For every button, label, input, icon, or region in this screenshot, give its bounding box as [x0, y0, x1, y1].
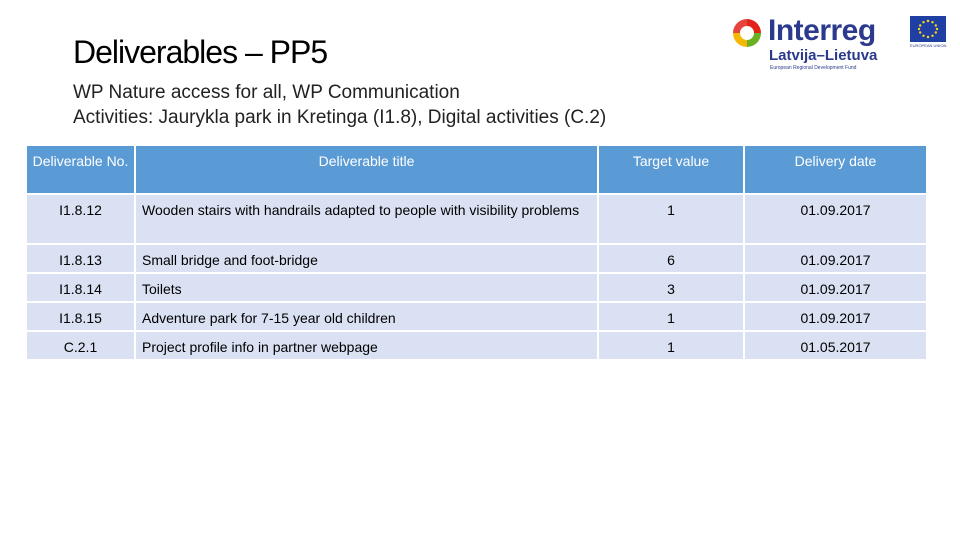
cell-delivery-date: 01.09.2017 — [744, 194, 927, 244]
deliverables-table — [25, 144, 928, 361]
table-row — [26, 273, 927, 302]
eu-caption: EUROPEAN UNION — [910, 43, 947, 48]
cell-deliverable-title: Wooden stairs with handrails adapted to people with visibility problems — [135, 194, 598, 244]
cell-deliverable-title: Toilets — [135, 273, 598, 302]
slide-subtitle — [73, 80, 606, 130]
subtitle-line-2: Activities: Jaurykla park in Kretinga (I1.8), Digital activities (C.2) — [73, 107, 607, 128]
cell-delivery-date: 01.09.2017 — [744, 273, 927, 302]
cell-deliverable-no: I1.8.15 — [26, 302, 135, 331]
header-deliverable-no: Deliverable No. — [26, 145, 135, 194]
cell-target-value: 3 — [598, 273, 744, 302]
table-row — [26, 194, 927, 244]
cell-deliverable-no: C.2.1 — [26, 331, 135, 360]
table-row — [26, 302, 927, 331]
cell-target-value: 1 — [598, 302, 744, 331]
cell-delivery-date: 01.09.2017 — [744, 302, 927, 331]
cell-deliverable-title: Adventure park for 7-15 year old children — [135, 302, 598, 331]
header-deliverable-title: Deliverable title — [135, 145, 598, 194]
logo-region: Latvija–Lietuva — [769, 47, 878, 64]
cell-delivery-date: 01.09.2017 — [744, 244, 927, 273]
table-header-row — [26, 145, 927, 194]
eu-flag-icon — [910, 16, 946, 42]
table-row — [26, 244, 927, 273]
cell-deliverable-no: I1.8.13 — [26, 244, 135, 273]
interreg-swirl-icon — [730, 16, 764, 50]
cell-target-value: 1 — [598, 194, 744, 244]
cell-target-value: 1 — [598, 331, 744, 360]
slide-title: Deliverables – PP5 — [73, 34, 328, 70]
logo-fund: European Regional Development Fund — [770, 65, 857, 71]
cell-deliverable-title: Small bridge and foot-bridge — [135, 244, 598, 273]
cell-deliverable-no: I1.8.12 — [26, 194, 135, 244]
interreg-logo — [726, 12, 952, 74]
cell-deliverable-title: Project profile info in partner webpage — [135, 331, 598, 360]
logo-wordmark: Interreg — [768, 14, 876, 47]
table-row — [26, 331, 927, 360]
cell-target-value: 6 — [598, 244, 744, 273]
cell-delivery-date: 01.05.2017 — [744, 331, 927, 360]
header-target-value: Target value — [598, 145, 744, 194]
header-delivery-date: Delivery date — [744, 145, 927, 194]
cell-deliverable-no: I1.8.14 — [26, 273, 135, 302]
subtitle-line-1: WP Nature access for all, WP Communication — [73, 82, 460, 103]
